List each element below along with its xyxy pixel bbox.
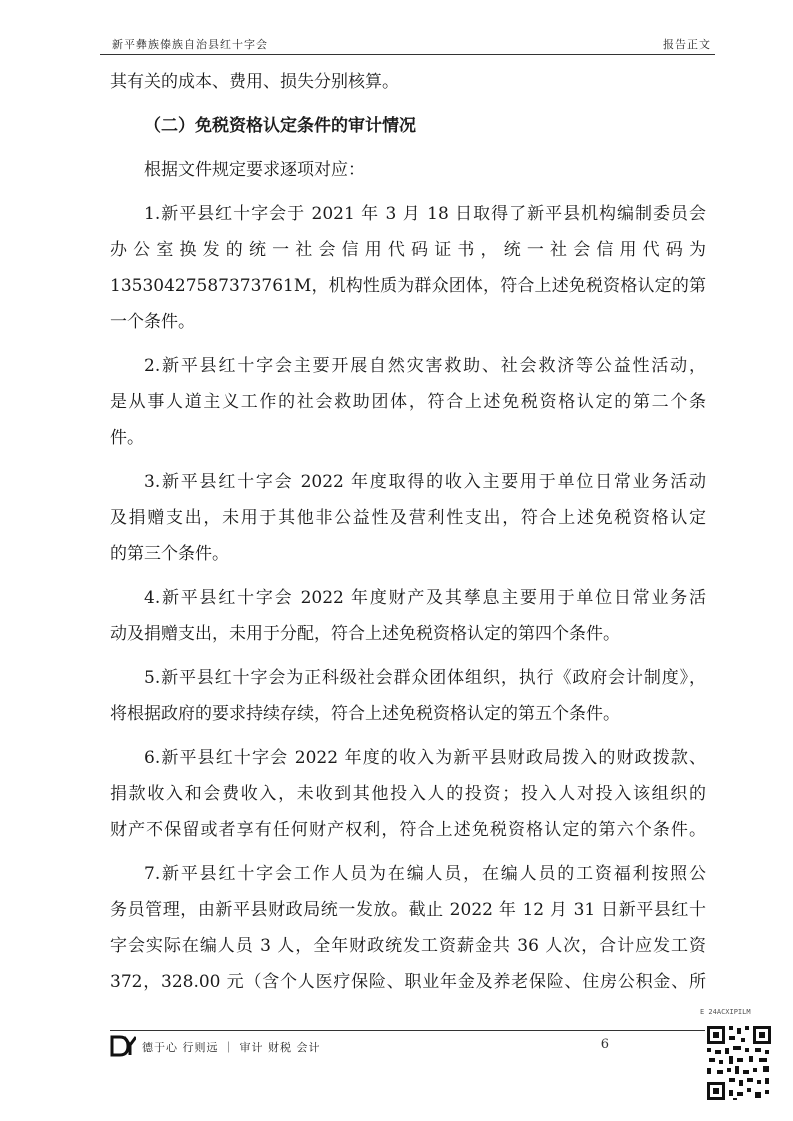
item-line: 3.新平县红十字会 2022 年度取得的收入主要用于单位日常业务活动 — [144, 472, 706, 492]
item-7 — [110, 856, 706, 1000]
item-line: 5.新平县红十字会为正科级社会群众团体组织，执行《政府会计制度》， — [144, 668, 706, 688]
item-line: 务员管理，由新平县财政局统一发放。截止 2022 年 12 月 31 日新平县红十 — [110, 900, 706, 920]
header-org-name: 新平彝族傣族自治县红十字会 — [112, 38, 268, 51]
item-4 — [110, 580, 706, 652]
item-line: 2.新平县红十字会主要开展自然灾害救助、社会救济等公益性活动， — [144, 356, 706, 376]
item-2 — [110, 348, 706, 456]
item-line: 一个条件。 — [110, 312, 195, 332]
item-line: 4.新平县红十字会 2022 年度财产及其孳息主要用于单位日常业务活 — [144, 588, 706, 608]
item-line: 的第三个条件。 — [110, 544, 229, 564]
item-line: 372，328.00 元（含个人医疗保险、职业年金及养老保险、住房公积金、所 — [110, 972, 706, 992]
document-body — [110, 64, 706, 1000]
item-1 — [110, 196, 706, 340]
item-line: 办公室换发的统一社会信用代码证书，统一社会信用代码为 — [110, 240, 706, 260]
item-3 — [110, 464, 706, 572]
item-line: 将根据政府的要求持续存续，符合上述免税资格认定的第五个条件。 — [110, 704, 620, 724]
qr-code-icon — [705, 1012, 773, 1104]
page-number: 6 — [600, 1037, 609, 1052]
item-line: 1.新平县红十字会于 2021 年 3 月 18 日取得了新平县机构编制委员会 — [144, 204, 706, 224]
item-5 — [110, 660, 706, 732]
page-footer — [110, 1030, 715, 1061]
item-line: 6.新平县红十字会 2022 年度的收入为新平县财政局拨入的财政拨款、 — [144, 748, 706, 768]
item-line: 字会实际在编人员 3 人，全年财政统发工资薪金共 36 人次，合计应发工资 — [110, 936, 706, 956]
item-line: 财产不保留或者享有任何财产权利，符合上述免税资格认定的第六个条件。 — [110, 820, 706, 840]
item-line: 13530427587373761M，机构性质为群众团体，符合上述免税资格认定的第 — [110, 276, 706, 296]
item-line: 捐款收入和会费收入，未收到其他投入人的投资；投入人对投入该组织的 — [110, 784, 706, 804]
header-section-label: 报告正文 — [663, 38, 711, 51]
footer-motto: 德于心 行则远 ｜ 审计 财税 会计 — [142, 1041, 321, 1054]
item-line: 7.新平县红十字会工作人员为在编人员，在编人员的工资福利按照公 — [144, 864, 706, 884]
item-line: 及捐赠支出，未用于其他非公益性及营利性支出，符合上述免税资格认定 — [110, 508, 706, 528]
item-line: 动及捐赠支出，未用于分配，符合上述免税资格认定的第四个条件。 — [110, 624, 620, 644]
body-line: 其有关的成本、费用、损失分别核算。 — [110, 72, 399, 92]
item-line: 是从事人道主义工作的社会救助团体，符合上述免税资格认定的第二个条 — [110, 392, 706, 412]
section-heading: （二）免税资格认定条件的审计情况 — [144, 116, 416, 136]
item-line: 件。 — [110, 428, 144, 448]
firm-logo-icon — [110, 1035, 136, 1057]
page-header — [100, 28, 715, 55]
qr-serial-label: E 24ACXIPILM — [700, 1008, 751, 1016]
item-6 — [110, 740, 706, 848]
intro-line: 根据文件规定要求逐项对应： — [144, 160, 365, 180]
